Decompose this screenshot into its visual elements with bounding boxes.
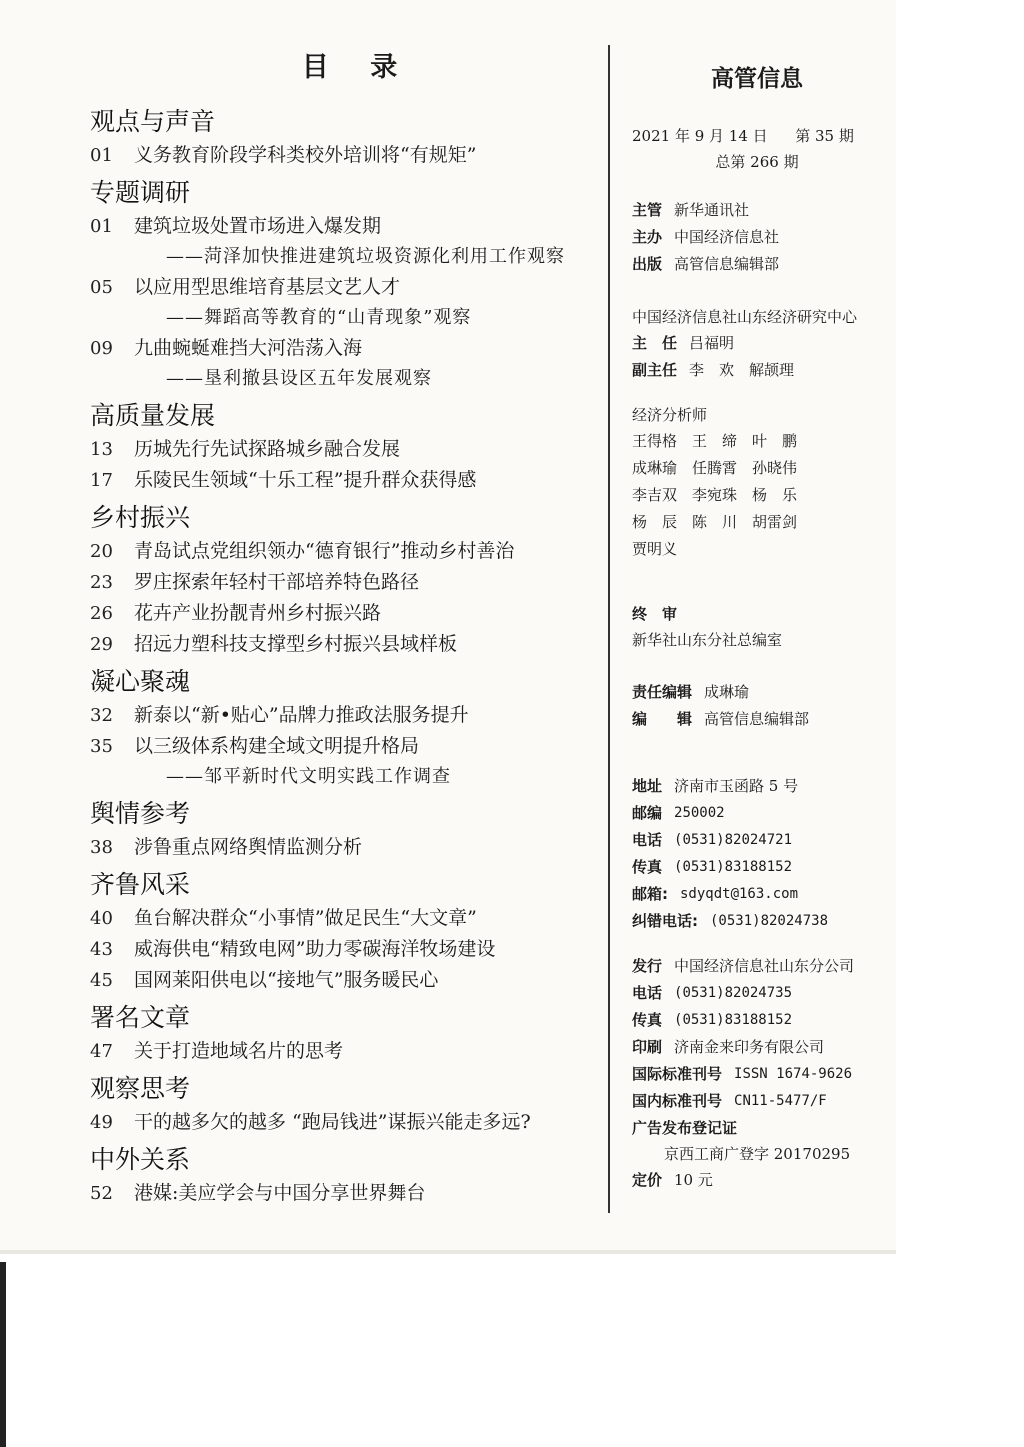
section-title: 观点与声音 (90, 107, 216, 136)
column-divider (608, 45, 610, 1213)
entry-title: 港媒:美应学会与中国分享世界舞台 (134, 1182, 426, 1204)
analyst-names-line: 成琳瑜 任腾霄 孙晓伟 (632, 459, 798, 477)
analyst-names-line: 杨 辰 陈 川 胡雷剑 (632, 513, 798, 531)
section-title: 齐鲁风采 (90, 870, 191, 899)
entry-title: 干的越多欠的越多 “跑局钱进”谋振兴能走多远? (134, 1111, 531, 1133)
contact-value: (0531)82024738 (710, 913, 829, 929)
toc-entry-subtitle-row (90, 242, 595, 272)
entry-title: 鱼台解决群众“小事情”做足民生“大文章” (134, 907, 477, 929)
section-title: 中外关系 (90, 1145, 191, 1174)
director-value: 李 欢 解颉理 (689, 361, 795, 379)
section-title: 乡村振兴 (90, 503, 191, 532)
toc-section (90, 400, 595, 496)
entry-title: 九曲蜿蜒难挡大河浩荡入海 (134, 337, 363, 359)
masthead-panel (632, 60, 882, 1194)
scan-margin-bar (0, 1262, 6, 1447)
editor-value: 高管信息编辑部 (704, 710, 810, 728)
distribution-value: 中国经济信息社山东分公司 (674, 957, 855, 975)
entry-page-number: 32 (90, 705, 113, 726)
entry-page-number: 05 (90, 277, 113, 298)
entry-page-number: 09 (90, 338, 113, 359)
analyst-list (632, 428, 882, 563)
director-value: 吕福明 (689, 334, 735, 352)
publisher-value: 新华通讯社 (674, 201, 750, 219)
toc-entry (90, 832, 595, 863)
entry-title: 国网莱阳供电以“接地气”服务暖民心 (134, 969, 439, 991)
distribution-label: 传真 (632, 1011, 663, 1029)
final-review-heading: 终 审 (632, 605, 678, 623)
entry-subtitle: ——菏泽加快推进建筑垃圾资源化利用工作观察 (166, 246, 565, 267)
distribution-label: 电话 (632, 984, 663, 1002)
entry-page-number: 40 (90, 908, 113, 929)
entry-page-number: 45 (90, 970, 113, 991)
distribution-block (632, 953, 882, 1115)
section-title: 舆情参考 (90, 799, 191, 828)
editor-row (632, 679, 882, 706)
entry-page-number: 52 (90, 1183, 113, 1204)
distribution-label: 印刷 (632, 1038, 663, 1056)
contact-row (632, 773, 882, 800)
toc-entry-subtitle-row (90, 303, 595, 333)
distribution-value: (0531)83188152 (674, 1012, 793, 1028)
price-label: 定价 (632, 1171, 663, 1189)
toc-entry (90, 629, 595, 660)
editor-label: 责任编辑 (632, 683, 693, 701)
editor-label: 编 辑 (632, 710, 693, 728)
toc-entry (90, 598, 595, 629)
director-block (632, 330, 882, 384)
contact-label: 邮箱: (632, 885, 668, 903)
toc-entry (90, 1036, 595, 1067)
toc-entry (90, 1178, 595, 1209)
entry-title: 涉鲁重点网络舆情监测分析 (134, 836, 363, 858)
contact-value: sdyqdt@163.com (680, 886, 799, 902)
toc-entry-subtitle-row (90, 762, 595, 792)
distribution-row (632, 1007, 882, 1034)
entry-page-number: 13 (90, 439, 113, 460)
toc-entry (90, 1107, 595, 1138)
entry-title: 新泰以“新•贴心”品牌力推政法服务提升 (134, 704, 469, 726)
entry-page-number: 43 (90, 939, 113, 960)
toc-entry (90, 934, 595, 965)
contact-row (632, 908, 882, 935)
toc-section (90, 1073, 595, 1138)
publisher-label: 出版 (632, 255, 663, 273)
section-title: 专题调研 (90, 178, 191, 207)
contact-row (632, 800, 882, 827)
editor-value: 成琳瑜 (704, 683, 750, 701)
contact-value: 250002 (674, 805, 725, 821)
toc-entry (90, 567, 595, 598)
ad-license-number: 京西工商广登字 20170295 (664, 1145, 851, 1163)
section-title: 高质量发展 (90, 401, 216, 430)
entry-page-number: 23 (90, 572, 113, 593)
distribution-row (632, 1088, 882, 1115)
distribution-value: (0531)82024735 (674, 985, 793, 1001)
director-label: 主 任 (632, 334, 678, 352)
entry-subtitle: ——邹平新时代文明实践工作调查 (166, 766, 451, 787)
entry-title: 威海供电“精致电网”助力零碳海洋牧场建设 (134, 938, 496, 960)
entry-title: 罗庄探索年轻村干部培养特色路径 (134, 571, 420, 593)
toc-section (90, 106, 595, 171)
contact-label: 纠错电话: (632, 912, 698, 930)
toc-section (90, 798, 595, 863)
toc-section (90, 869, 595, 996)
contact-row (632, 827, 882, 854)
editor-row (632, 706, 882, 733)
director-row (632, 330, 882, 357)
distribution-label: 发行 (632, 957, 663, 975)
contact-block (632, 773, 882, 935)
price-value: 10 元 (674, 1171, 713, 1189)
analyst-names-line: 李吉双 李宛珠 杨 乐 (632, 486, 798, 504)
analysts-heading: 经济分析师 (632, 406, 708, 424)
publisher-row (632, 224, 882, 251)
toc-entry (90, 700, 595, 731)
publisher-row (632, 251, 882, 278)
section-title: 署名文章 (90, 1003, 191, 1032)
toc-section (90, 177, 595, 394)
toc-entry (90, 272, 595, 303)
research-center-name: 中国经济信息社山东经济研究中心 (632, 308, 858, 326)
entry-subtitle: ——垦利撤县设区五年发展观察 (166, 368, 432, 389)
entry-subtitle: ——舞蹈高等教育的“山青现象”观察 (166, 307, 472, 328)
entry-title: 义务教育阶段学科类校外培训将“有规矩” (134, 144, 477, 166)
entry-title: 以三级体系构建全域文明提升格局 (134, 735, 420, 757)
contact-value: (0531)82024721 (674, 832, 793, 848)
toc-entry (90, 465, 595, 496)
toc-entry (90, 333, 595, 364)
toc-entry (90, 965, 595, 996)
entry-page-number: 26 (90, 603, 113, 624)
price-row (632, 1167, 882, 1194)
magazine-title: 高管信息 (711, 66, 803, 92)
issue-date-line (632, 123, 882, 149)
entry-title: 历城先行先试探路城乡融合发展 (134, 438, 401, 460)
distribution-value: ISSN 1674-9626 (734, 1066, 853, 1082)
distribution-row (632, 980, 882, 1007)
publisher-label: 主办 (632, 228, 663, 246)
distribution-label: 国际标准刊号 (632, 1065, 723, 1083)
issue-number: 第 35 期 (795, 127, 854, 145)
contact-value: (0531)83188152 (674, 859, 793, 875)
toc-section (90, 1144, 595, 1209)
entry-page-number: 38 (90, 837, 113, 858)
publisher-row (632, 197, 882, 224)
entry-title: 以应用型思维培育基层文艺人才 (134, 276, 401, 298)
distribution-row (632, 1061, 882, 1088)
contact-row (632, 881, 882, 908)
distribution-label: 国内标准刊号 (632, 1092, 723, 1110)
entry-page-number: 49 (90, 1112, 113, 1133)
contact-row (632, 854, 882, 881)
toc-section (90, 502, 595, 660)
final-review-office: 新华社山东分社总编室 (632, 631, 783, 649)
entry-title: 建筑垃圾处置市场进入爆发期 (134, 215, 382, 237)
entry-page-number: 17 (90, 470, 113, 491)
distribution-value: CN11-5477/F (734, 1093, 827, 1109)
toc-sections (90, 106, 595, 1209)
publisher-value: 高管信息编辑部 (674, 255, 780, 273)
toc-entry (90, 536, 595, 567)
toc-entry (90, 903, 595, 934)
toc-entry (90, 211, 595, 242)
ad-license-label: 广告发布登记证 (632, 1119, 738, 1137)
analyst-names-line: 贾明义 (632, 540, 678, 558)
total-issue: 总第 266 期 (715, 153, 799, 171)
section-title: 凝心聚魂 (90, 667, 191, 696)
toc-section (90, 666, 595, 792)
section-title: 观察思考 (90, 1074, 191, 1103)
distribution-value: 济南金来印务有限公司 (674, 1038, 825, 1056)
entry-title: 关于打造地域名片的思考 (134, 1040, 344, 1062)
scan-edge (0, 1250, 896, 1254)
analyst-names-line: 王得格 王 缔 叶 鹏 (632, 432, 798, 450)
publisher-block (632, 197, 882, 278)
editor-block (632, 679, 882, 733)
entry-page-number: 47 (90, 1041, 113, 1062)
director-label: 副主任 (632, 361, 678, 379)
distribution-row (632, 1034, 882, 1061)
contact-value: 济南市玉函路 5 号 (674, 777, 799, 795)
contact-label: 邮编 (632, 804, 663, 822)
entry-page-number: 01 (90, 216, 113, 237)
director-row (632, 357, 882, 384)
contact-label: 传真 (632, 858, 663, 876)
entry-page-number: 20 (90, 541, 113, 562)
entry-page-number: 35 (90, 736, 113, 757)
issue-date: 2021 年 9 月 14 日 (632, 127, 768, 145)
distribution-row (632, 953, 882, 980)
entry-title: 乐陵民生领域“十乐工程”提升群众获得感 (134, 469, 477, 491)
toc-entry (90, 434, 595, 465)
contact-label: 电话 (632, 831, 663, 849)
publisher-label: 主管 (632, 201, 663, 219)
toc-entry (90, 731, 595, 762)
publisher-value: 中国经济信息社 (674, 228, 780, 246)
toc-section (90, 1002, 595, 1067)
entry-page-number: 01 (90, 145, 113, 166)
entry-title: 招远力塑科技支撑型乡村振兴县域样板 (134, 633, 458, 655)
toc-title: 目 录 (301, 52, 414, 83)
contact-label: 地址 (632, 777, 663, 795)
table-of-contents (90, 48, 595, 1209)
toc-entry-subtitle-row (90, 364, 595, 394)
entry-title: 青岛试点党组织领办“德育银行”推动乡村善治 (134, 540, 515, 562)
entry-page-number: 29 (90, 634, 113, 655)
toc-entry (90, 140, 595, 171)
entry-title: 花卉产业扮靓青州乡村振兴路 (134, 602, 382, 624)
